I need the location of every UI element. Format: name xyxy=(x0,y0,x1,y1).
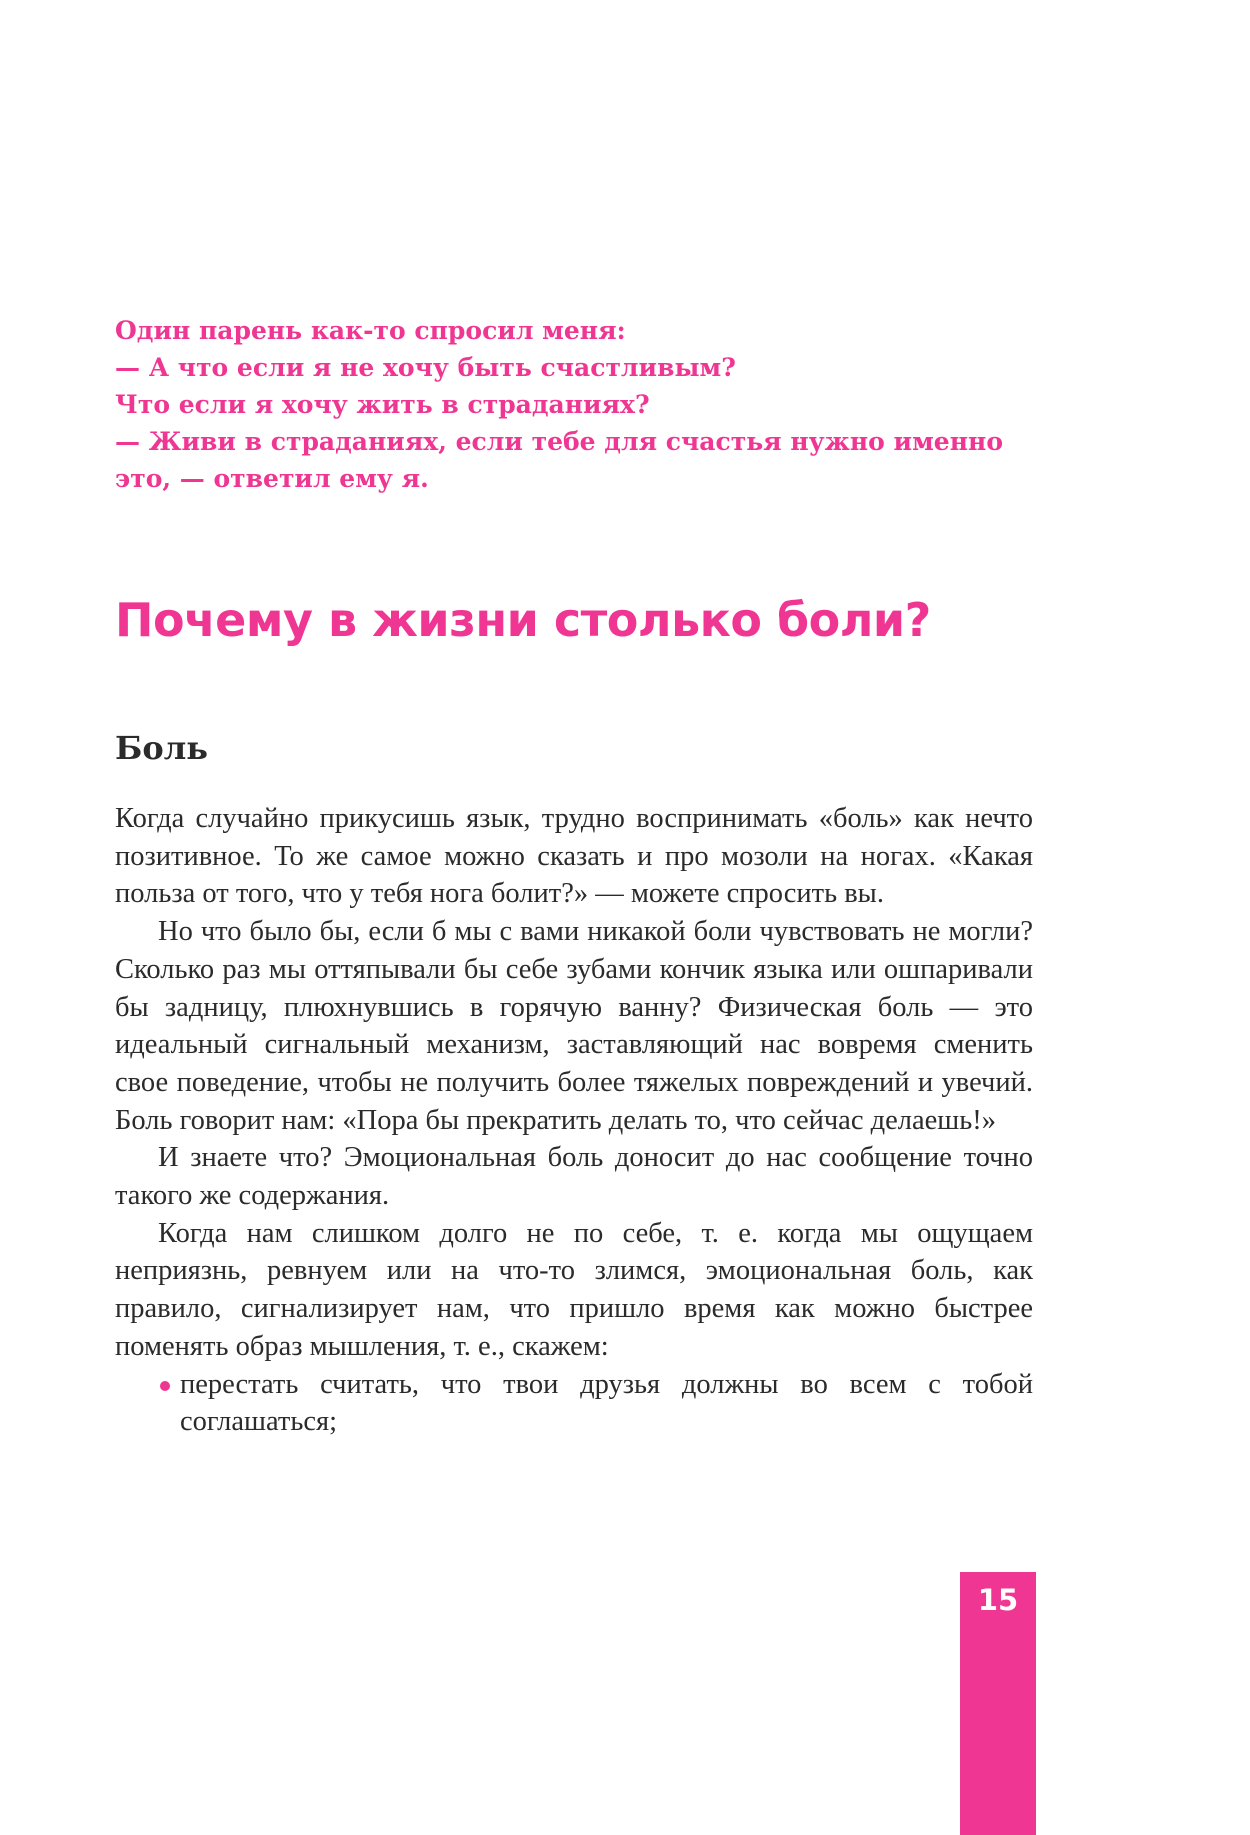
bullet-list xyxy=(115,1366,1033,1441)
epigraph xyxy=(115,312,1003,497)
epigraph-line: Один парень как-то спросил меня: xyxy=(115,316,626,345)
body-text xyxy=(115,800,1033,1441)
page-number-tab xyxy=(960,1572,1036,1835)
epigraph-line: Что если я хочу жить в страданиях? xyxy=(115,390,650,419)
list-item-text: перестать считать, что твои друзья должны во всем с тобой соглашаться; xyxy=(180,1368,1033,1438)
paragraph: Когда случайно прикусишь язык, трудно воспринимать «боль» как нечто позитивное. То же самое можно сказать и про мозоли на ногах. «Какая польза от того, что у тебя нога болит?» — можете спросить вы. xyxy=(115,803,1033,910)
bullet-dot-icon xyxy=(160,1381,170,1391)
list-item xyxy=(115,1366,1033,1441)
page-number: 15 xyxy=(977,1583,1019,1617)
paragraph: Когда нам слишком долго не по себе, т. е. когда мы ощущаем неприязнь, ревнуем или на что-то злимся, эмоциональная боль, как правило, сигнализирует нам, что пришло время как можно быстрее поменять образ мышления, т. е., скажем: xyxy=(115,1217,1033,1362)
epigraph-line: — Живи в страданиях, если тебе для счастья нужно именно xyxy=(115,427,1003,456)
epigraph-line: — А что если я не хочу быть счастливым? xyxy=(115,353,736,382)
section-title: Боль xyxy=(115,729,208,767)
paragraph: Но что было бы, если б мы с вами никакой боли чувствовать не могли? Сколько раз мы оттяпывали бы себе зубами кончик языка или ошпаривали бы задницу, плюхнувшись в горячую ванну? Физическая боль — это идеальный сигнальный механизм, заставляющий нас вовремя сменить свое поведение, чтобы не получить более тяжелых повреждений и увечий. Боль говорит нам: «Пора бы прекратить делать то, что сейчас делаешь!» xyxy=(115,916,1033,1136)
epigraph-line: это, — ответил ему я. xyxy=(115,464,429,493)
paragraph: И знаете что? Эмоциональная боль доносит до нас сообщение точно такого же содержания. xyxy=(115,1142,1033,1212)
chapter-title: Почему в жизни столько боли? xyxy=(115,593,931,647)
